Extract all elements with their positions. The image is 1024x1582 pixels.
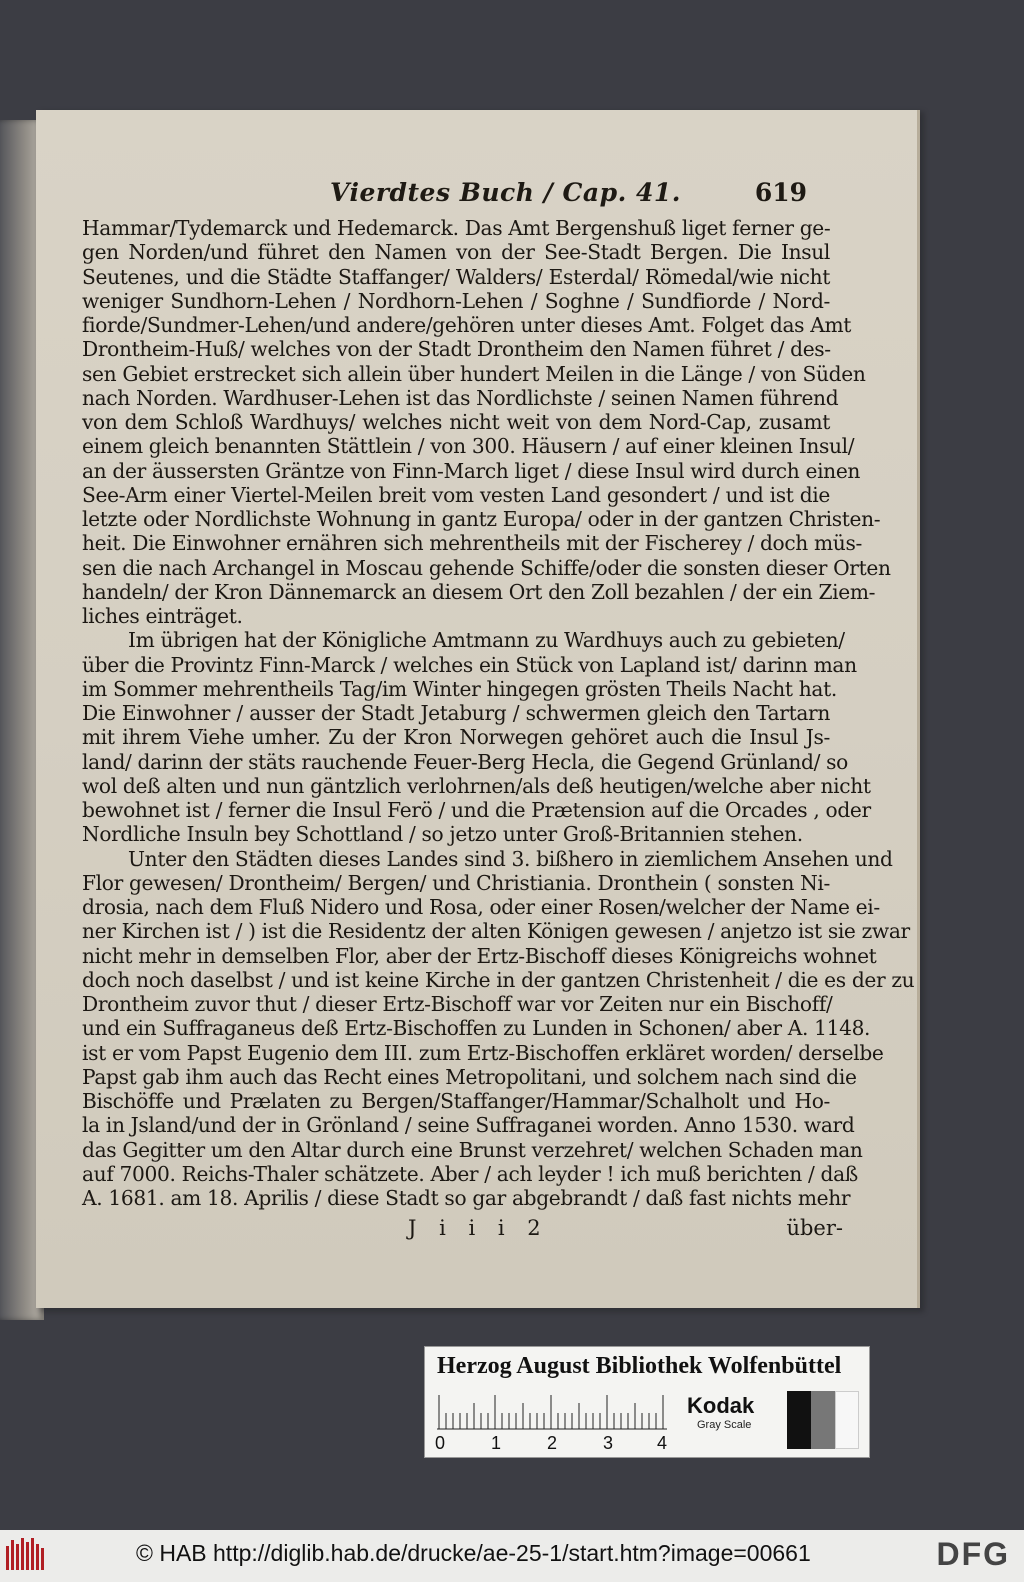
running-head-title: Vierdtes Buch / Cap. 41. (330, 178, 681, 207)
signature-mark: J i i i 2 (408, 1216, 549, 1240)
text-line: nicht mehr in demselben Flor, aber der Ertz-Bischoff dieses Königreichs wohnet (82, 943, 877, 968)
ruler-number: 0 (435, 1433, 446, 1453)
running-head (76, 178, 877, 214)
text-line: Flor gewesen/ Drontheim/ Bergen/ und Christiania. Dronthein ( sonsten Ni- (82, 870, 830, 895)
text-line: sen Gebiet erstrecket sich allein über hundert Meilen in die Länge / von Süden (82, 361, 866, 386)
ruler-number: 4 (657, 1433, 668, 1453)
text-line: sen die nach Archangel in Moscau gehende Schiffe/oder die sonsten dieser Orten (82, 555, 891, 580)
book-page (36, 110, 920, 1308)
gray-patch-black (787, 1391, 811, 1449)
text-line: letzte oder Nordlichste Wohnung in gantz Europa/ oder in der gantzen Christen- (82, 507, 881, 531)
text-line: la in Jsland/und der in Grönland / seine Suffraganei worden. Anno 1530. ward (82, 1113, 855, 1138)
page-number: 619 (754, 178, 807, 207)
text-line: das Gegitter um den Altar durch eine Brunst verzehret/ welchen Schaden man (82, 1137, 863, 1162)
text-line: Seutenes, und die Städte Staffanger/ Walders/ Esterdal/ Römedal/wie nicht (82, 264, 830, 289)
text-line: land/ darinn der stäts rauchende Feuer-Berg Hecla, die Gegend Grünland/ so (82, 749, 848, 774)
text-line: Papst gab ihm auch das Recht eines Metropolitani, und solchem nach sind die (82, 1064, 857, 1089)
text-line: wol deß alten und nun gäntzlich verlohrnen/als deß heutigen/welche aber nicht (82, 773, 871, 798)
color-card-title: Herzog August Bibliothek Wolfenbüttel (437, 1353, 842, 1379)
hab-logo-icon (6, 1538, 46, 1574)
text-line: See-Arm einer Viertel-Meilen breit vom vesten Land gesondert / und ist die (82, 482, 830, 507)
body-text (82, 216, 915, 1210)
text-line: ner Kirchen ist / ) ist die Residentz der alten Königen gewesen / anjetzo ist sie zwar (82, 919, 910, 944)
gray-patch-white (835, 1391, 859, 1449)
ruler-number: 2 (547, 1433, 558, 1453)
text-line: ist er vom Papst Eugenio dem III. zum Ertz-Bischoffen erkläret worden/ derselbe (82, 1040, 884, 1065)
dfg-logo: DFG (936, 1536, 1010, 1572)
text-line: Bischöffe und Prælaten zu Bergen/Staffanger/Hammar/Schalholt und Ho- (82, 1089, 830, 1113)
kodak-logo: Kodak (687, 1393, 755, 1418)
ruler-number: 3 (603, 1433, 614, 1453)
text-line: bewohnet ist / ferner die Insul Ferö / und die Prætension auf die Orcades , oder (82, 798, 871, 822)
text-line: einem gleich benannten Stättlein / von 300. Häusern / auf einer kleinen Insul/ (82, 434, 855, 459)
text-line: drosia, nach dem Fluß Nidero und Rosa, oder einer Rosen/welcher der Name ei- (82, 895, 880, 919)
text-line: liches einträget. (82, 604, 243, 628)
text-line: fiorde/Sundmer-Lehen/und andere/gehören unter dieses Amt. Folget das Amt (82, 313, 852, 337)
text-line: weniger Sundhorn-Lehen / Nordhorn-Lehen / Soghne / Sundfiorde / Nord- (82, 288, 830, 313)
text-line: heit. Die Einwohner ernähren sich mehrentheils mit der Fischerey / doch müs- (82, 531, 862, 556)
text-line: Die Einwohner / ausser der Stadt Jetaburg / schwermen gleich den Tartarn (82, 701, 830, 725)
text-line: im Sommer mehrentheils Tag/im Winter hingegen grösten Theils Nacht hat. (82, 676, 837, 701)
text-line: über die Provintz Finn-Marck / welches ein Stück von Lapland ist/ darinn man (82, 652, 857, 677)
text-line: von dem Schloß Wardhuys/ welches nicht weit von dem Nord-Cap, zusamt (82, 410, 830, 434)
text-line: handeln/ der Kron Dännemarck an diesem Ort den Zoll bezahlen / der ein Ziem- (82, 579, 876, 604)
gray-scale-label: Gray Scale (697, 1419, 752, 1431)
gray-patch-mid (811, 1391, 835, 1449)
text-line: auf 7000. Reichs-Thaler schätzete. Aber / ach leyder ! ich muß berichten / daß (82, 1161, 858, 1186)
text-line: Drontheim-Huß/ welches von der Stadt Drontheim den Namen führet / des- (82, 337, 831, 362)
text-line: gen Norden/und führet den Namen von der See-Stadt Bergen. Die Insul (82, 240, 830, 265)
color-card (424, 1346, 870, 1458)
ruler-number: 1 (491, 1433, 502, 1453)
text-line: Im übrigen hat der Königliche Amtmann zu Wardhuys auch zu gebieten/ (128, 628, 845, 653)
text-line: und ein Suffraganeus deß Ertz-Bischoffen zu Lunden in Schonen/ aber A. 1148. (82, 1016, 871, 1041)
ruler-icon (437, 1395, 667, 1431)
text-line: A. 1681. am 18. Aprilis / diese Stadt so gar abgebrandt / daß fast nichts mehr (82, 1186, 851, 1210)
text-line: Drontheim zuvor thut / dieser Ertz-Bischoff war vor Zeiten nur ein Bischoff/ (82, 992, 833, 1016)
catchword: über- (786, 1216, 843, 1240)
text-line: Nordliche Insuln bey Schottland / so jetzo unter Groß-Britannien stehen. (82, 822, 803, 847)
copyright-link[interactable]: © HAB http://diglib.hab.de/drucke/ae-25-1/start.htm?image=00661 (136, 1540, 811, 1566)
text-line: Unter den Städten dieses Landes sind 3. bißhero in ziemlichem Ansehen und (128, 846, 893, 871)
text-line: Hammar/Tydemarck und Hedemarck. Das Amt Bergenshuß liget ferner ge- (82, 216, 831, 240)
text-line: an der äussersten Gräntze von Finn-March liget / diese Insul wird durch einen (82, 458, 861, 483)
text-line: nach Norden. Wardhuser-Lehen ist das Nordlichste / seinen Namen führend (82, 385, 839, 410)
footer-bar (0, 1530, 1024, 1582)
text-line: doch noch daselbst / und ist keine Kirche in der gantzen Christenheit / die es der zu (82, 967, 915, 992)
text-line: mit ihrem Viehe umher. Zu der Kron Norwegen gehöret auch die Insul Js- (82, 725, 830, 750)
